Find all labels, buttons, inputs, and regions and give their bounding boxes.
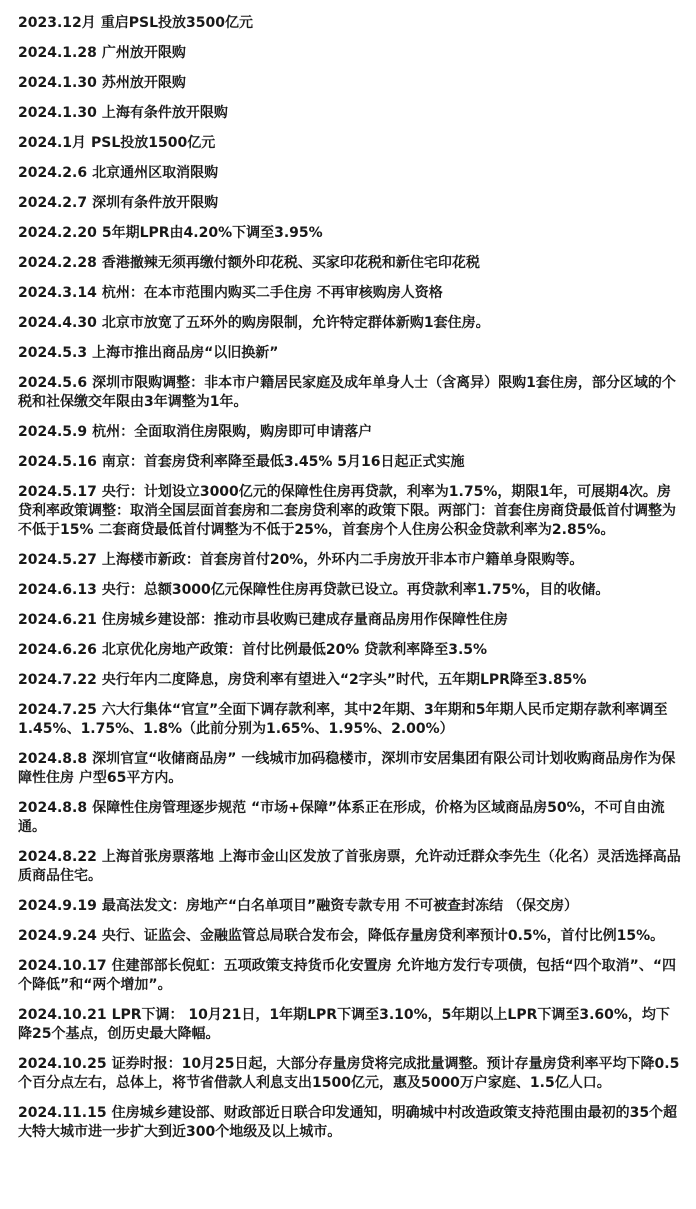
entry-date: 2024.3.14 [18, 285, 97, 301]
entry-text: 杭州：在本市范围内购买二手住房 不再审核购房人资格 [101, 285, 443, 301]
entry-text: 上海市推出商品房“以旧换新” [92, 345, 279, 361]
entry-text: 南京：首套房贷利率降至最低3.45% 5月16日起正式实施 [101, 454, 465, 470]
entry-date: 2024.8.8 [18, 800, 88, 816]
timeline-entry [18, 927, 682, 946]
entry-date: 2024.5.17 [18, 484, 97, 500]
timeline-entry [18, 799, 682, 837]
entry-text: 5年期LPR由4.20%下调至3.95% [101, 225, 323, 241]
entry-date: 2023.12月 [18, 15, 96, 31]
timeline-entry [18, 1055, 682, 1093]
entry-date: 2024.1月 [18, 135, 87, 151]
entry-text: 保障性住房管理逐步规范 “市场+保障”体系正在形成，价格为区域商品房50%，不可自由流通。 [18, 800, 665, 835]
timeline-entry [18, 750, 682, 788]
entry-date: 2024.2.28 [18, 255, 97, 271]
timeline-entry [18, 44, 682, 63]
entry-date: 2024.1.30 [18, 105, 97, 121]
entry-date: 2024.6.26 [18, 642, 97, 658]
entry-text: 最高法发文：房地产“白名单项目”融资专款专用 不可被查封冻结 （保交房） [101, 898, 578, 914]
timeline-entry [18, 611, 682, 630]
entry-text: 深圳市限购调整：非本市户籍居民家庭及成年单身人士（含离异）限购1套住房，部分区域的个税和社保缴交年限由3年调整为1年。 [18, 375, 676, 410]
timeline-entry [18, 104, 682, 123]
timeline-entry [18, 374, 682, 412]
timeline-entry [18, 134, 682, 153]
entry-date: 2024.10.17 [18, 958, 107, 974]
entry-date: 2024.1.30 [18, 75, 97, 91]
timeline-entry [18, 581, 682, 600]
entry-text: 住房城乡建设部：推动市县收购已建成存量商品房用作保障性住房 [101, 612, 508, 628]
timeline-entry [18, 344, 682, 363]
timeline-entry [18, 483, 682, 540]
timeline-entry [18, 641, 682, 660]
entry-text: 央行：计划设立3000亿元的保障性住房再贷款，利率为1.75%，期限1年，可展期4次。房贷利率政策调整：取消全国层面首套房和二套房贷利率的政策下限。两部门：首套住房商贷最低首付调整为不低于15% 二套商贷最低首付调整为不低于25%，首套房个人住房公积金贷款利率为2.85%。 [18, 484, 676, 538]
entry-date: 2024.2.6 [18, 165, 88, 181]
entry-text: 上海首张房票落地 上海市金山区发放了首张房票，允许动迁群众李先生（化名）灵活选择高品质商品住宅。 [18, 849, 681, 884]
entry-date: 2024.5.16 [18, 454, 97, 470]
entry-text: 香港撤辣无须再缴付额外印花税、买家印花税和新住宅印花税 [101, 255, 480, 271]
entry-text: 六大行集体“官宣”全面下调存款利率，其中2年期、3年期和5年期人民币定期存款利率调至1.45%、1.75%、1.8%（此前分别为1.65%、1.95%、2.00%） [18, 702, 668, 737]
entry-date: 2024.6.21 [18, 612, 97, 628]
timeline-entry [18, 897, 682, 916]
timeline-entry [18, 1006, 682, 1044]
entry-date: 2024.9.24 [18, 928, 97, 944]
entry-date: 2024.7.25 [18, 702, 97, 718]
entry-date: 2024.10.21 [18, 1007, 107, 1023]
entry-date: 2024.7.22 [18, 672, 97, 688]
entry-date: 2024.1.28 [18, 45, 97, 61]
entry-date: 2024.6.13 [18, 582, 97, 598]
entry-text: 证券时报：10月25日起，大部分存量房贷将完成批量调整。预计存量房贷利率平均下降0.5个百分点左右，总体上，将节省借款人利息支出1500亿元，惠及5000万户家庭、1.5亿人口。 [18, 1056, 680, 1091]
entry-text: 杭州：全面取消住房限购，购房即可申请落户 [92, 424, 373, 440]
entry-text: PSL投放1500亿元 [91, 135, 216, 151]
entry-text: 央行：总额3000亿元保障性住房再贷款已设立。再贷款利率1.75%，目的收储。 [101, 582, 610, 598]
timeline-entry [18, 701, 682, 739]
timeline-entry [18, 957, 682, 995]
entry-text: 深圳官宣“收储商品房” 一线城市加码稳楼市，深圳市安居集团有限公司计划收购商品房作为保障性住房 户型65平方内。 [18, 751, 676, 786]
entry-text: 北京优化房地产政策：首付比例最低20% 贷款利率降至3.5% [101, 642, 488, 658]
entry-date: 2024.5.27 [18, 552, 97, 568]
entry-date: 2024.2.20 [18, 225, 97, 241]
entry-text: 重启PSL投放3500亿元 [100, 15, 253, 31]
entry-text: 上海楼市新政：首套房首付20%，外环内二手房放开非本市户籍单身限购等。 [101, 552, 584, 568]
timeline-entry [18, 74, 682, 93]
timeline-entry [18, 224, 682, 243]
entry-date: 2024.4.30 [18, 315, 97, 331]
entry-date: 2024.5.9 [18, 424, 88, 440]
entry-date: 2024.5.3 [18, 345, 88, 361]
timeline-entry [18, 194, 682, 213]
entry-text: 央行年内二度降息，房贷利率有望进入“2字头”时代，五年期LPR降至3.85% [101, 672, 587, 688]
entry-text: 深圳有条件放开限购 [92, 195, 219, 211]
entry-date: 2024.8.8 [18, 751, 88, 767]
timeline-entry [18, 423, 682, 442]
entry-date: 2024.9.19 [18, 898, 97, 914]
entry-text: 住房城乡建设部、财政部近日联合印发通知，明确城中村改造政策支持范围由最初的35个超大特大城市进一步扩大到近300个地级及以上城市。 [18, 1105, 678, 1140]
entry-text: 苏州放开限购 [101, 75, 186, 91]
entry-date: 2024.10.25 [18, 1056, 107, 1072]
entry-text: 广州放开限购 [101, 45, 186, 61]
timeline-entry [18, 1104, 682, 1142]
timeline-entry [18, 314, 682, 333]
entry-text: LPR下调： 10月21日，1年期LPR下调至3.10%，5年期以上LPR下调至3.60%，均下降25个基点，创历史最大降幅。 [18, 1007, 670, 1042]
timeline-entry [18, 671, 682, 690]
entry-text: 北京通州区取消限购 [92, 165, 219, 181]
entry-text: 央行、证监会、金融监管总局联合发布会，降低存量房贷利率预计0.5%，首付比例15%。 [101, 928, 665, 944]
entry-text: 上海有条件放开限购 [101, 105, 228, 121]
timeline-entry [18, 848, 682, 886]
timeline-entry [18, 453, 682, 472]
entry-date: 2024.5.6 [18, 375, 88, 391]
timeline-entry [18, 164, 682, 183]
entry-date: 2024.8.22 [18, 849, 97, 865]
entry-date: 2024.11.15 [18, 1105, 107, 1121]
timeline-entry [18, 284, 682, 303]
entry-text: 北京市放宽了五环外的购房限制，允许特定群体新购1套住房。 [101, 315, 490, 331]
entry-text: 住建部部长倪虹：五项政策支持货币化安置房 允许地方发行专项债，包括“四个取消”、“四个降低”和“两个增加”。 [18, 958, 677, 993]
timeline-entry [18, 254, 682, 273]
timeline-entry [18, 14, 682, 33]
entry-date: 2024.2.7 [18, 195, 88, 211]
timeline-entry [18, 551, 682, 570]
